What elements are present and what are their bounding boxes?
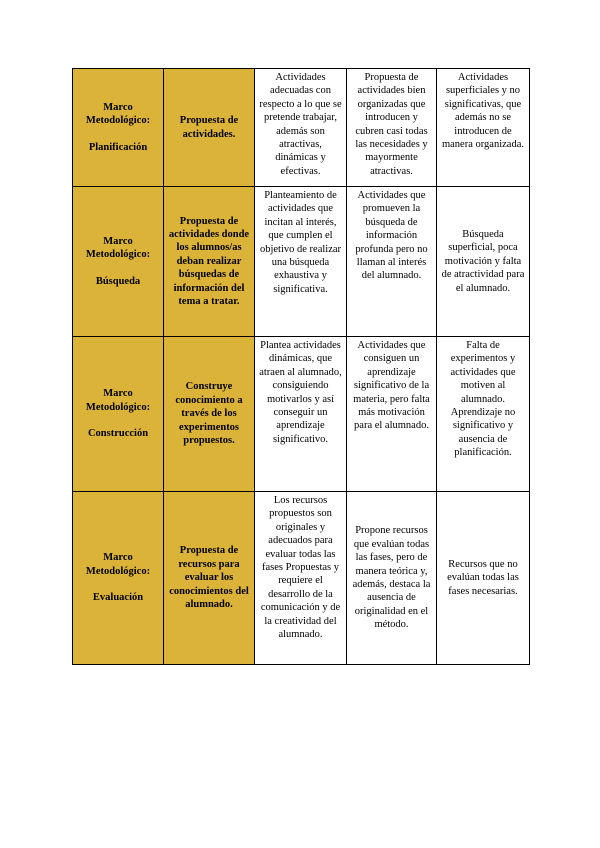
framework-cell: [73, 69, 164, 187]
table-row-busqueda: [73, 187, 530, 337]
framework-cell: [73, 492, 164, 665]
criterion-cell: Propuesta de actividades.: [164, 69, 255, 187]
criterion-cell: Construye conocimiento a través de los experimentos propuestos.: [164, 337, 255, 492]
level-3-cell: Recursos que no evalúan todas las fases necesarias.: [437, 492, 530, 665]
level-2-cell: Propuesta de actividades bien organizadas que introducen y cubren casi todas las necesidades y mayormente atractivas.: [347, 69, 437, 187]
level-1-cell: Plantea actividades dinámicas, que atraen al alumnado, consiguiendo motivarlos y así conseguir un aprendizaje significativo.: [255, 337, 347, 492]
framework-phase: Construcción: [87, 428, 149, 440]
level-2-cell: Actividades que promueven la búsqueda de información profunda pero no llaman al interés del alumnado.: [347, 187, 437, 337]
framework-title: Marco Metodológico:: [85, 388, 151, 413]
table-row-planificacion: [73, 69, 530, 187]
level-2-cell: Propone recursos que evalúan todas las fases, pero de manera teórica y, además, destaca la ausencia de originalidad en el método.: [347, 492, 437, 665]
criterion-cell: Propuesta de actividades donde los alumnos/as deban realizar búsquedas de información del tema a tratar.: [164, 187, 255, 337]
level-1-cell: Planteamiento de actividades que incitan al interés, que cumplen el objetivo de realizar una búsqueda exhaustiva y significativa.: [255, 187, 347, 337]
level-1-cell: Actividades adecuadas con respecto a lo que se pretende trabajar, además son atractivas, dinámicas y efectivas.: [255, 69, 347, 187]
framework-title: Marco Metodológico:: [85, 101, 151, 127]
framework-phase: Evaluación: [92, 592, 144, 604]
framework-cell: [73, 187, 164, 337]
rubric-table: [72, 68, 530, 665]
framework-phase: Planificación: [88, 141, 148, 153]
framework-cell: [73, 337, 164, 492]
level-3-cell: Actividades superficiales y no significativas, que además no se introducen de manera organizada.: [437, 69, 530, 187]
framework-phase: Búsqueda: [95, 275, 141, 287]
table-row-construccion: [73, 337, 530, 492]
criterion-cell: Propuesta de recursos para evaluar los conocimientos del alumnado.: [164, 492, 255, 665]
framework-title: Marco Metodológico:: [85, 552, 151, 577]
level-3-cell: Falta de experimentos y actividades que motiven al alumnado. Aprendizaje no significativo y ausencia de planificación.: [437, 337, 530, 492]
table-row-evaluacion: [73, 492, 530, 665]
level-2-cell: Actividades que consiguen un aprendizaje significativo de la materia, pero falta más motivación para el alumnado.: [347, 337, 437, 492]
level-3-cell: Búsqueda superficial, poca motivación y falta de atractividad para el alumnado.: [437, 187, 530, 337]
level-1-cell: Los recursos propuestos son originales y adecuados para evaluar todas las fases Propuestas y requiere el desarrollo de la comunicación y de la creatividad del alumnado.: [255, 492, 347, 665]
framework-title: Marco Metodológico:: [85, 235, 151, 261]
